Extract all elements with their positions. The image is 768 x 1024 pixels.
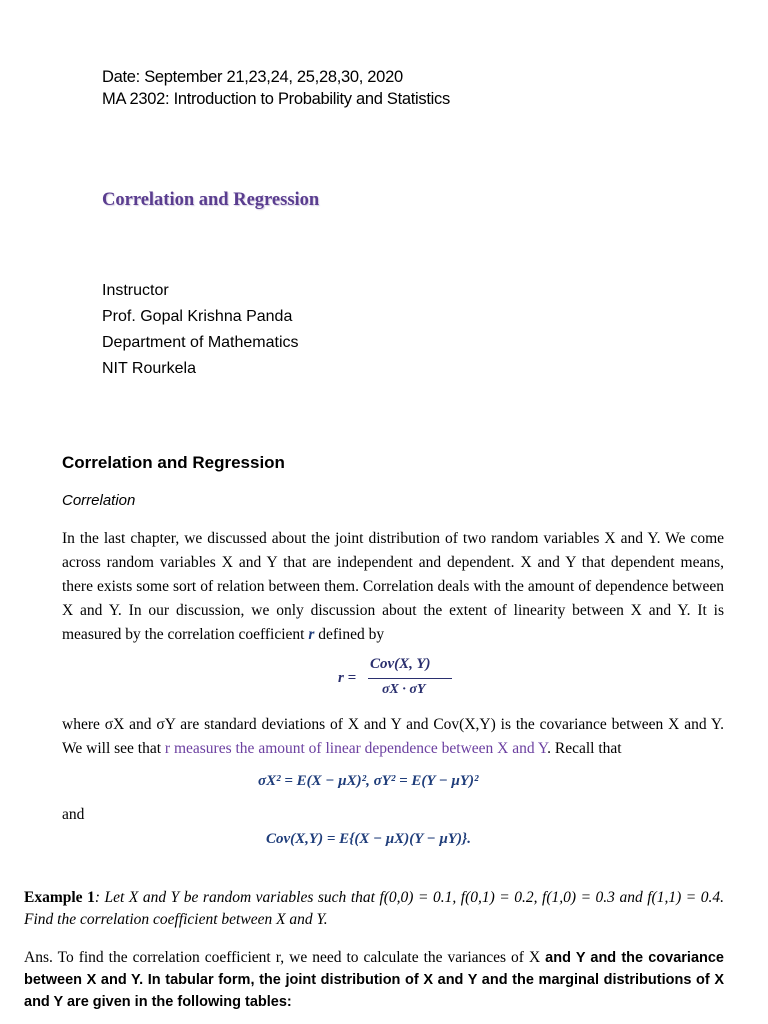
answer-rest: and Y and the covariance between X and Y. In tabular form, the joint distribution of X and Y and the marginal distributions of X and Y are given in the following tables: — [24, 950, 724, 1010]
variance-formula: σX² = E(X − μX)², σY² = E(Y − μY)² — [258, 773, 479, 789]
instructor-institution: NIT Rourkela — [102, 360, 196, 377]
r-symbol: r — [308, 626, 315, 643]
where-text-part2: . Recall that — [547, 740, 622, 757]
example-block — [24, 887, 724, 931]
defined-by-text: defined by — [318, 626, 385, 643]
fraction-bar — [368, 678, 452, 679]
covariance-formula: Cov(X,Y) = E{(X − μX)(Y − μY)}. — [266, 831, 471, 847]
instructor-department: Department of Mathematics — [102, 334, 299, 351]
where-text-part1: where σX and σY are standard deviations of X and Y and Cov(X,Y) is the covariance between X and Y. We will see that — [62, 716, 724, 757]
date-line: Date: September 21,23,24, 25,28,30, 2020 — [102, 68, 403, 86]
intro-text: In the last chapter, we discussed about the joint distribution of two random variables X and Y. We come across random variables X and Y that are independent and dependent. X and Y that dependent means, there exists some sort of relation between them. Correlation deals with the amount of dependence between X and Y. In our discussion, we only discussion about the extent of linearity between X and Y. It is measured by the correlation coefficient — [62, 530, 724, 643]
answer-block — [24, 947, 724, 1013]
instructor-role: Instructor — [102, 282, 169, 299]
example-label: Example 1 — [24, 889, 95, 906]
correlation-formula — [338, 656, 458, 702]
section-title: Correlation and Regression — [62, 453, 285, 472]
instructor-name: Prof. Gopal Krishna Panda — [102, 308, 293, 325]
course-line: MA 2302: Introduction to Probability and Statistics — [102, 90, 450, 108]
example-text: : Let X and Y be random variables such that f(0,0) = 0.1, f(0,1) = 0.2, f(1,0) = 0.3 and f(1,1) = 0.4. Find the correlation coefficient between X and Y. — [24, 889, 725, 928]
where-paragraph — [62, 713, 724, 761]
document-title: Correlation and Regression — [102, 190, 320, 210]
formula-r-numerator: Cov(X, Y) — [370, 656, 431, 672]
and-word: and — [62, 806, 85, 823]
formula-r-lhs: r = — [338, 670, 357, 686]
intro-paragraph — [62, 527, 724, 647]
formula-r-denominator: σX · σY — [382, 682, 426, 697]
instructor-block — [102, 278, 299, 382]
answer-intro: Ans. To find the correlation coefficient r, we need to calculate the variances of X — [24, 949, 541, 966]
where-highlight: r measures the amount of linear dependence between X and Y — [164, 740, 548, 757]
section-subtitle: Correlation — [62, 492, 136, 509]
